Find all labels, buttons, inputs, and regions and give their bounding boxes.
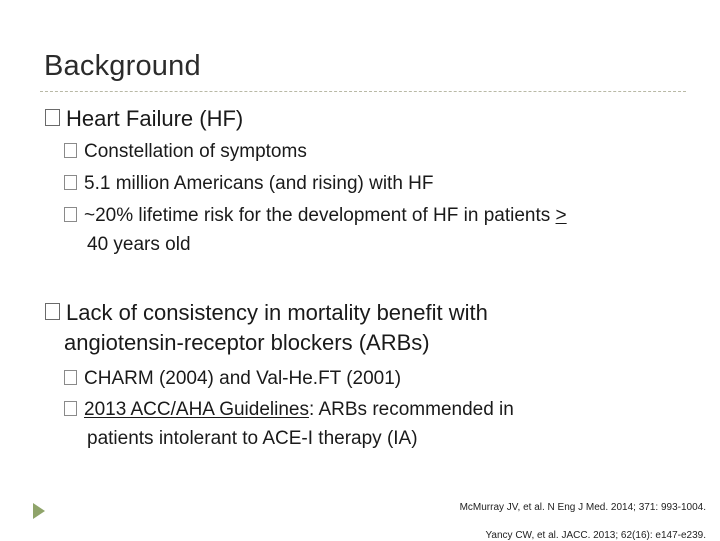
bullet-arb-inconsistency <box>44 297 488 328</box>
guidelines-link-text: 2013 ACC/AHA Guidelines <box>84 399 309 420</box>
checkbox-bullet-icon <box>64 370 77 385</box>
checkbox-bullet-icon <box>45 303 60 320</box>
bullet-text: ~20% lifetime risk for the development of HF in patients > <box>84 205 567 226</box>
sub-bullet-lifetime-risk-continuation: 40 years old <box>87 234 191 255</box>
slide-title: Background <box>44 50 201 82</box>
reference-1: McMurray JV, et al. N Eng J Med. 2014; 371: 993-1004. <box>459 502 706 513</box>
sub-bullet-lifetime-risk <box>64 201 567 230</box>
play-triangle-icon[interactable] <box>32 502 46 520</box>
checkbox-bullet-icon <box>64 207 77 222</box>
checkbox-bullet-icon <box>64 401 77 416</box>
bullet-arb-inconsistency-continuation: angiotensin-receptor blockers (ARBs) <box>64 330 430 355</box>
greater-equal-symbol: > <box>555 205 567 226</box>
bullet-text: Constellation of symptoms <box>84 141 307 162</box>
reference-2: Yancy CW, et al. JACC. 2013; 62(16): e147-e239. <box>485 530 706 541</box>
checkbox-bullet-icon <box>45 109 60 126</box>
title-divider <box>40 91 686 92</box>
bullet-text: 5.1 million Americans (and rising) with HF <box>84 173 434 194</box>
sub-bullet-guidelines <box>64 395 514 424</box>
bullet-text: Lack of consistency in mortality benefit with <box>66 300 488 325</box>
checkbox-bullet-icon <box>64 175 77 190</box>
sub-bullet-prevalence <box>64 169 434 198</box>
bullet-heart-failure <box>44 103 243 134</box>
sub-bullet-guidelines-continuation: patients intolerant to ACE-I therapy (IA) <box>87 428 418 449</box>
bullet-text: CHARM (2004) and Val-He.FT (2001) <box>84 368 402 389</box>
bullet-text: Heart Failure (HF) <box>66 106 244 131</box>
sub-bullet-constellation <box>64 137 307 166</box>
sub-bullet-trials <box>64 364 401 393</box>
bullet-text: 2013 ACC/AHA Guidelines: ARBs recommended in <box>84 399 514 420</box>
checkbox-bullet-icon <box>64 143 77 158</box>
